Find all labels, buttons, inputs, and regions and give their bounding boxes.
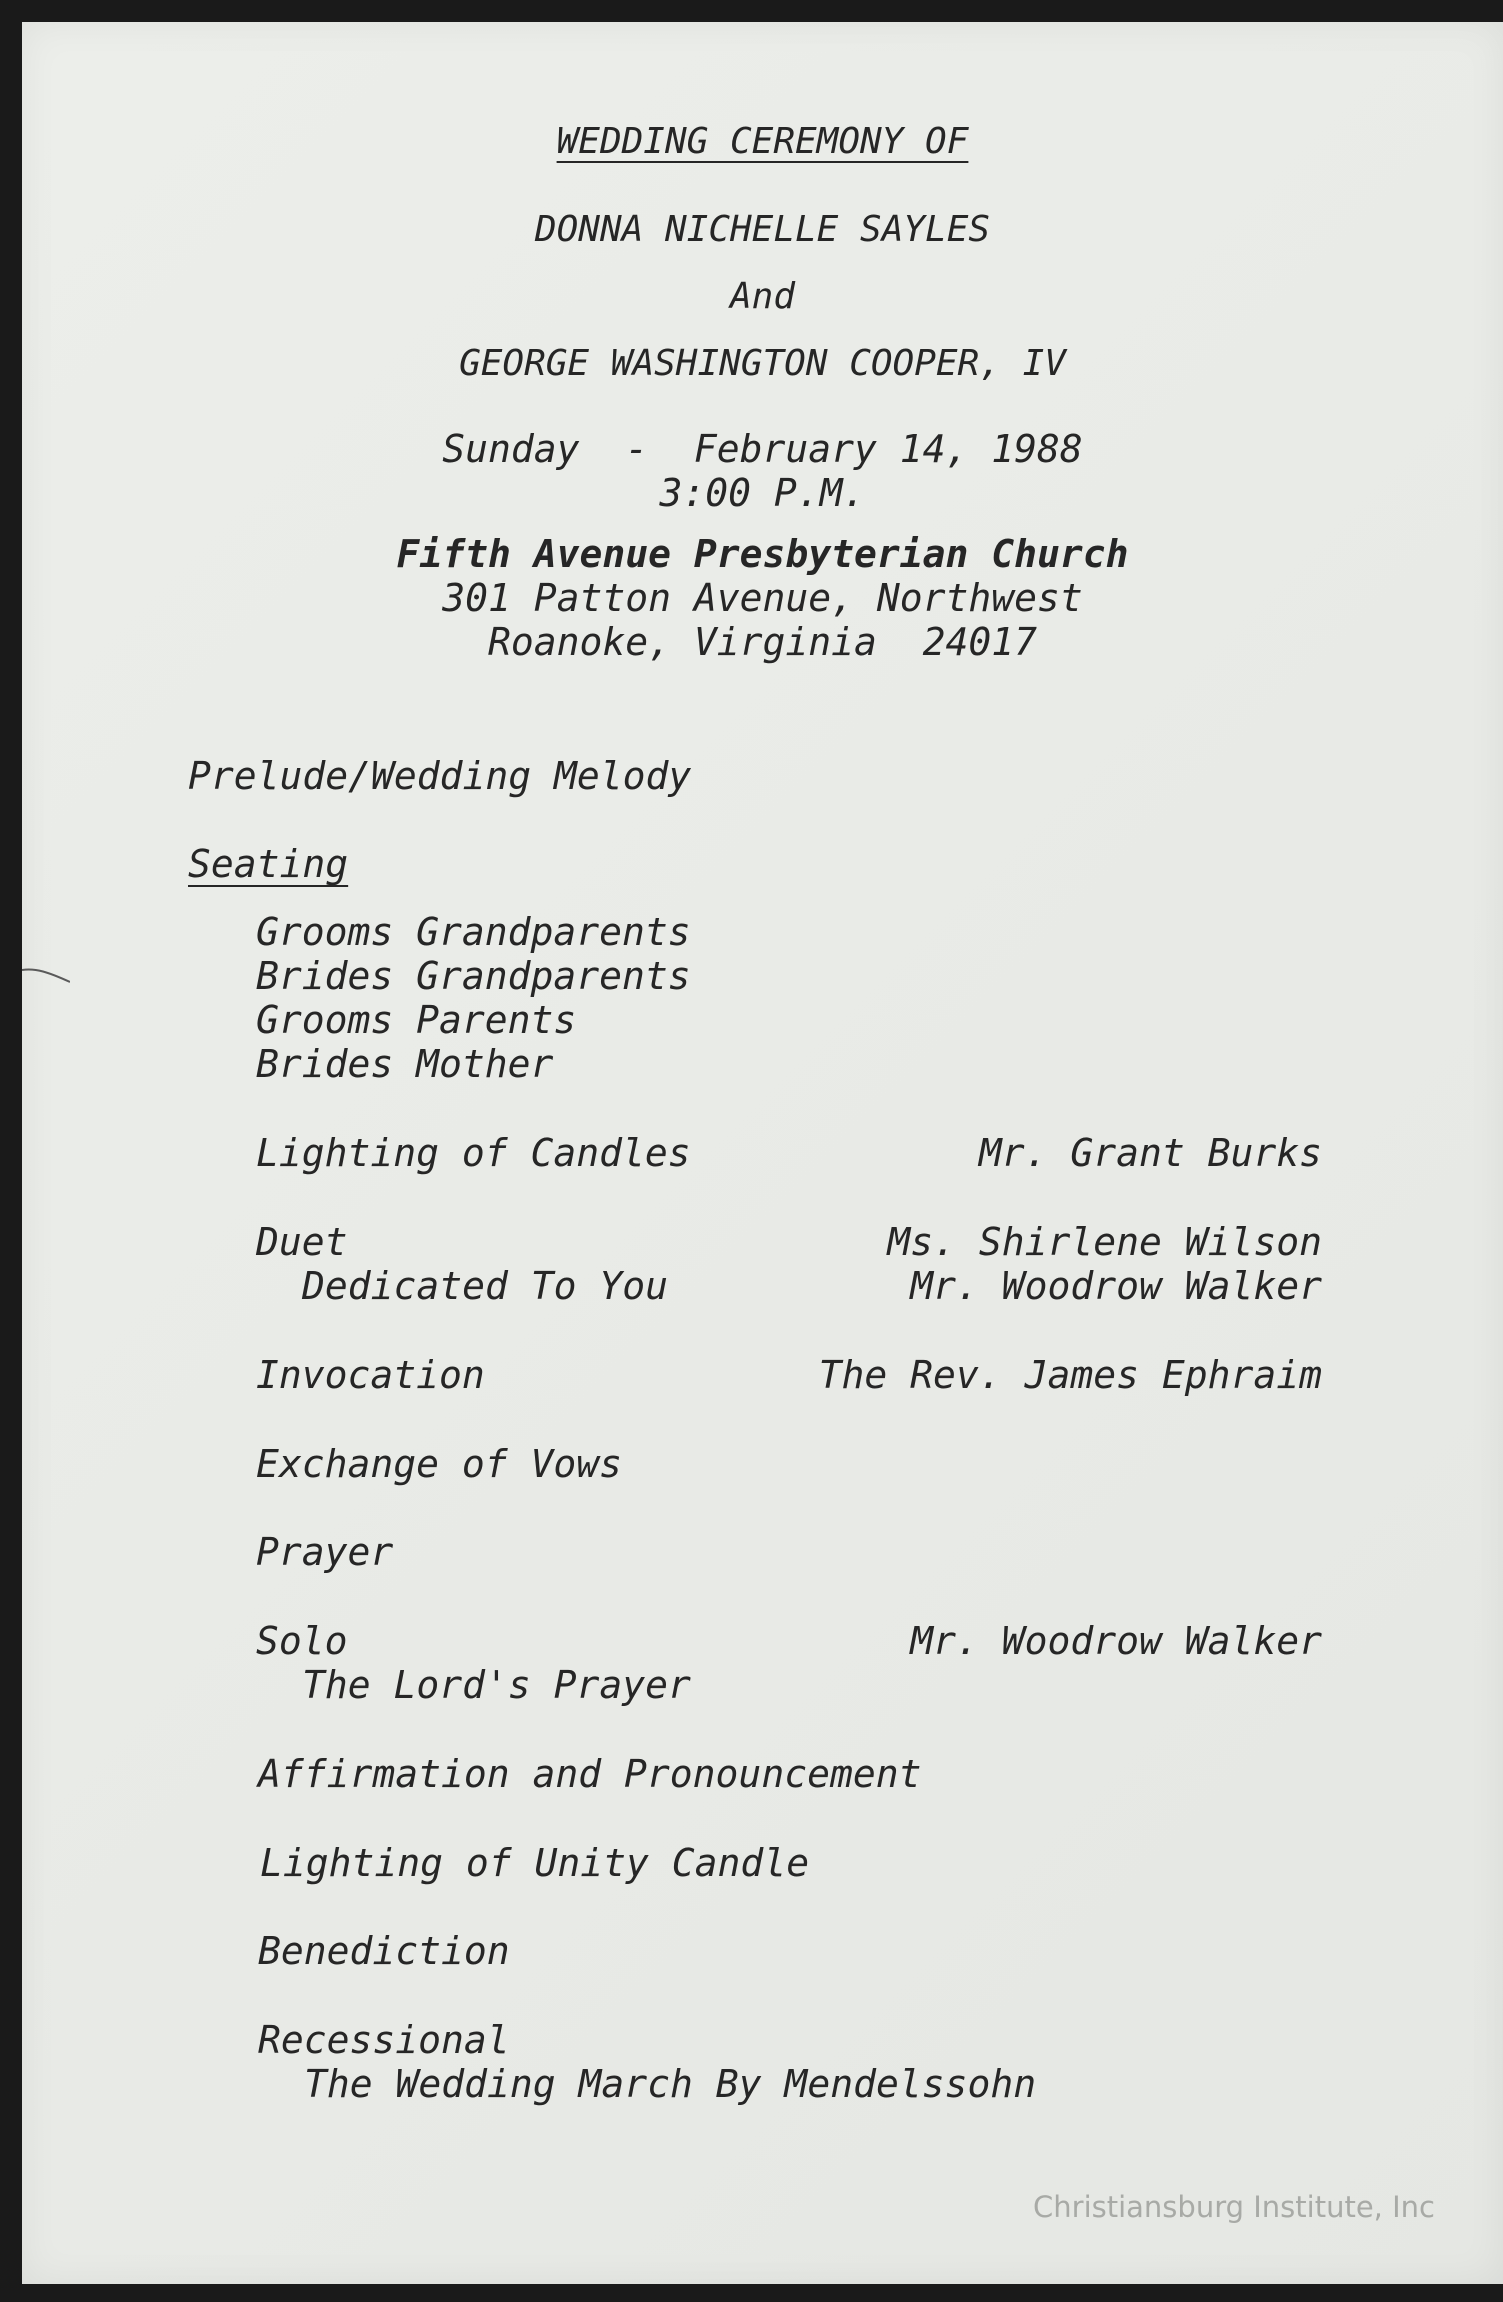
seating-item: Grooms Parents [256,998,577,1042]
ceremony-time: 3:00 P.M. [659,471,866,515]
prelude-item: Prelude/Wedding Melody [188,754,692,798]
program-item-title: Recessional [258,2018,510,2062]
program-item-performer: Ms. Shirlene Wilson [887,1220,1322,1264]
program-item-title: Affirmation and Pronouncement [258,1752,922,1796]
program-item-performer: Mr. Woodrow Walker [910,1619,1322,1663]
program-item-performer: Mr. Grant Burks [978,1131,1322,1175]
program-item-performer: The Rev. James Ephraim [818,1353,1322,1397]
seating-heading: Seating [188,842,349,886]
bride-name: DONNA NICHELLE SAYLES [534,209,991,250]
program-item-subtitle: Dedicated To You [302,1264,669,1308]
groom-name: GEORGE WASHINGTON COOPER, IV [459,343,1066,384]
venue-address-line1: 301 Patton Avenue, Northwest [442,576,1083,620]
program-item-title: Lighting of Candles [256,1131,691,1175]
venue-address-line2: Roanoke, Virginia 24017 [487,620,1038,664]
program-item-subtitle: The Lord's Prayer [302,1663,691,1707]
venue-name: Fifth Avenue Presbyterian Church [396,532,1129,576]
watermark-text: Christiansburg Institute, Inc [1033,2190,1435,2224]
paper-tear-mark [22,966,70,986]
seating-item: Brides Grandparents [256,954,691,998]
seating-item: Grooms Grandparents [256,910,691,954]
program-sheet [22,22,1503,2284]
program-item-title: Benediction [258,1929,510,1973]
program-item-title: Exchange of Vows [256,1442,623,1486]
program-item-title: Prayer [256,1530,394,1574]
program-item-title: Duet [256,1220,348,1264]
program-item-title: Lighting of Unity Candle [260,1841,810,1885]
seating-item: Brides Mother [256,1042,554,1086]
program-item-title: Invocation [256,1353,485,1397]
conjunction: And [729,276,796,317]
program-item-performer: Mr. Woodrow Walker [910,1264,1322,1308]
program-item-title: Solo [256,1619,348,1663]
ceremony-heading: WEDDING CEREMONY OF [556,121,969,162]
ceremony-date: Sunday - February 14, 1988 [442,427,1083,471]
program-item-subtitle: The Wedding March By Mendelssohn [304,2062,1037,2106]
